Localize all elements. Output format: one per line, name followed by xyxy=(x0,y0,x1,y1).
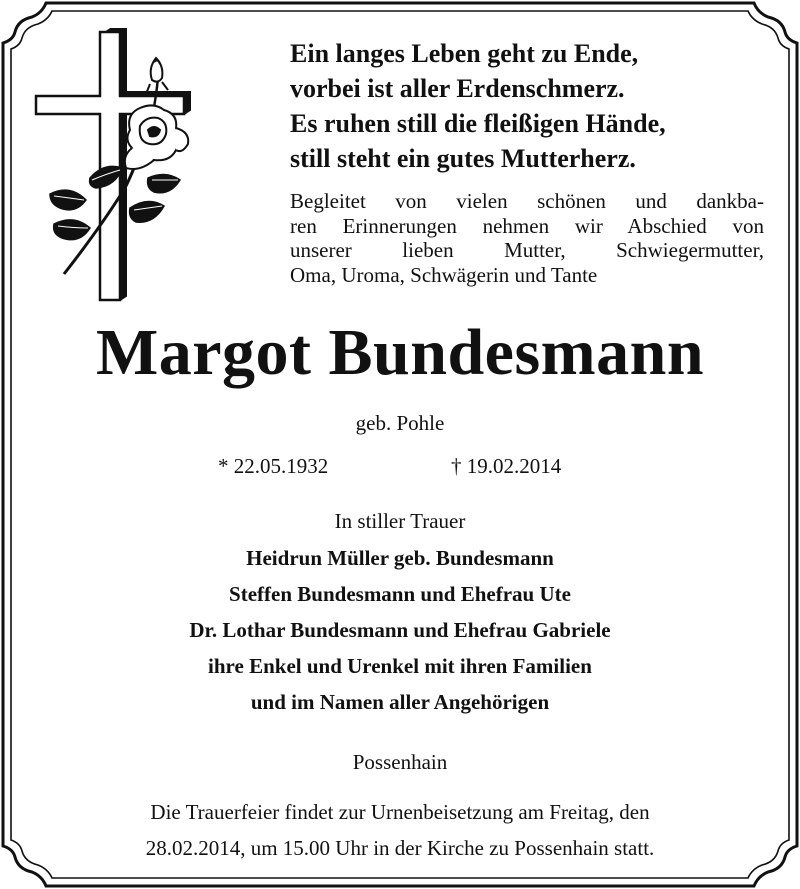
ceremony-line: Die Trauerfeier findet zur Urnenbeisetzung am Freitag, den xyxy=(150,800,650,824)
mourner-line: Heidrun Müller geb. Bundesmann xyxy=(246,546,554,570)
maiden-name: geb. Pohle xyxy=(355,411,445,435)
mourner-line: und im Namen aller Angehörigen xyxy=(250,690,550,714)
death-date: † 19.02.2014 xyxy=(451,454,562,478)
mourner-line: Dr. Lothar Bundesmann und Ehefrau Gabriele xyxy=(189,618,611,642)
birth-date: * 22.05.1932 xyxy=(218,454,329,478)
place-name: Possenhain xyxy=(352,750,448,774)
cross-with-rose-icon xyxy=(30,28,195,304)
ceremony-line: 28.02.2014, um 15.00 Uhr in der Kirche zu Possenhain statt. xyxy=(145,836,655,860)
mourner-line: ihre Enkel und Urenkel mit ihren Familien xyxy=(208,654,592,678)
intro-line: unserer lieben Mutter, Schwiegermutter, xyxy=(290,238,764,262)
poem-line: Ein langes Leben geht zu Ende, xyxy=(290,39,639,68)
mourner-line: Steffen Bundesmann und Ehefrau Ute xyxy=(229,582,571,606)
ceremony-notice xyxy=(60,794,740,866)
intro-line: Begleitet von vielen schönen und dankba- xyxy=(290,189,764,213)
intro-line: ren Erinnerungen nehmen wir Abschied von xyxy=(290,213,764,238)
deceased-name: Margot Bundesmann xyxy=(95,316,705,389)
intro-text xyxy=(290,189,764,287)
poem-line: Es ruhen still die fleißigen Hände, xyxy=(290,109,666,138)
poem xyxy=(290,36,770,176)
poem-line: still steht ein gutes Mutterherz. xyxy=(290,144,636,173)
poem-line: vorbei ist aller Erdenschmerz. xyxy=(290,74,625,103)
mourners-list xyxy=(0,540,800,720)
intro-line: Oma, Uroma, Schwägerin und Tante xyxy=(290,262,598,287)
mourning-heading: In stiller Trauer xyxy=(334,509,466,533)
